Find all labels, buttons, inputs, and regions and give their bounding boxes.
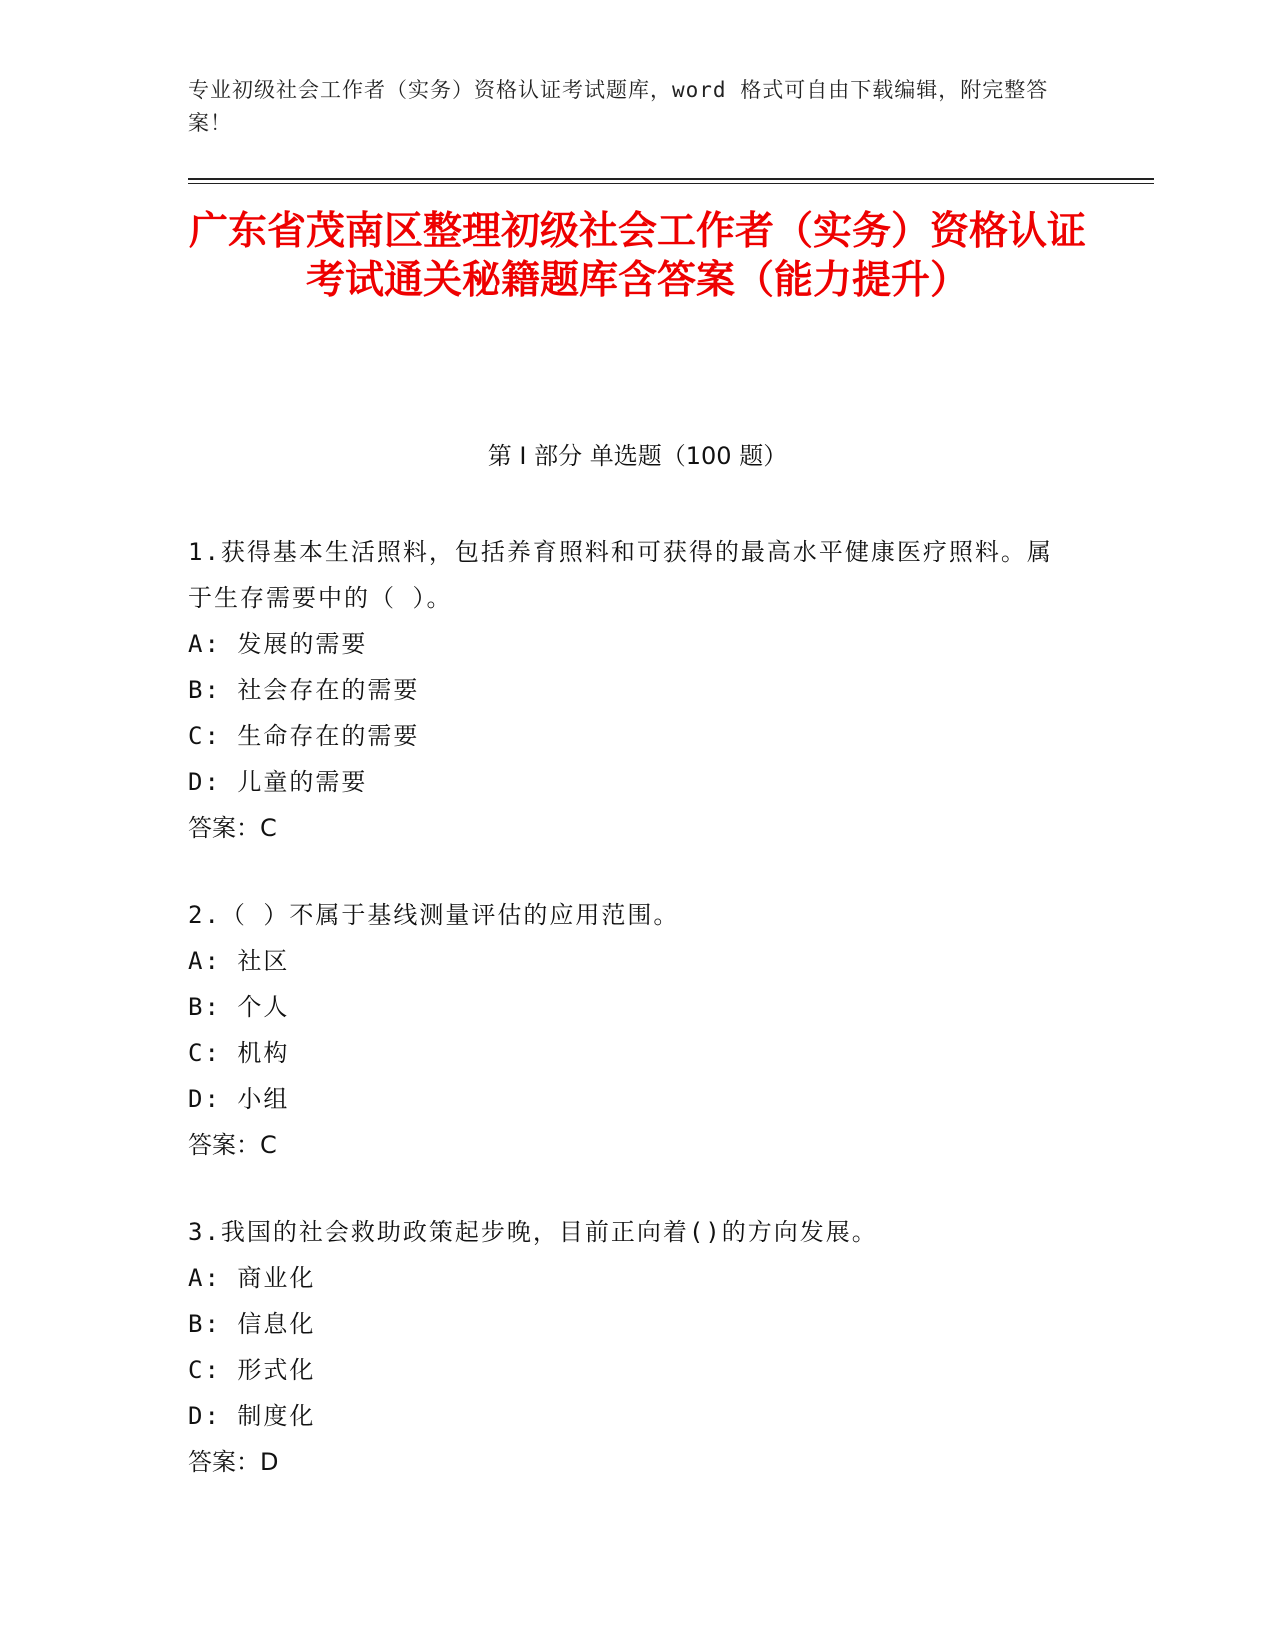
option-c: C: 生命存在的需要 (188, 722, 420, 750)
question-1 (188, 529, 1068, 851)
option-a: A: 社区 (188, 947, 290, 975)
header-note: 专业初级社会工作者（实务）资格认证考试题库，word 格式可自由下载编辑，附完整答案！ (188, 78, 1049, 135)
question-stem: 3.我国的社会救助政策起步晚，目前正向着()的方向发展。 (188, 1218, 878, 1246)
question-list (188, 529, 1068, 1526)
header-divider-thin (188, 183, 1154, 184)
option-c: C: 机构 (188, 1039, 290, 1067)
option-d: D: 制度化 (188, 1402, 316, 1430)
answer-line: 答案：C (188, 1131, 277, 1159)
option-d: D: 儿童的需要 (188, 768, 368, 796)
option-d: D: 小组 (188, 1085, 290, 1113)
answer-line: 答案：D (188, 1448, 279, 1476)
option-b: B: 社会存在的需要 (188, 676, 420, 704)
question-3 (188, 1209, 1068, 1485)
option-b: B: 个人 (188, 993, 290, 1021)
option-c: C: 形式化 (188, 1356, 316, 1384)
question-stem: 1.获得基本生活照料，包括养育照料和可获得的最高水平健康医疗照料。属于生存需要中的（ ）。 (188, 538, 1053, 612)
section-heading: 第 I 部分 单选题（100 题） (487, 442, 788, 470)
option-a: A: 发展的需要 (188, 630, 368, 658)
question-2 (188, 892, 1068, 1168)
option-b: B: 信息化 (188, 1310, 316, 1338)
document-title: 广东省茂南区整理初级社会工作者（实务）资格认证考试通关秘籍题库含答案（能力提升） (188, 209, 1086, 303)
answer-line: 答案：C (188, 814, 277, 842)
header-divider-thick (188, 178, 1154, 180)
question-stem: 2.（ ）不属于基线测量评估的应用范围。 (188, 901, 680, 929)
option-a: A: 商业化 (188, 1264, 316, 1292)
